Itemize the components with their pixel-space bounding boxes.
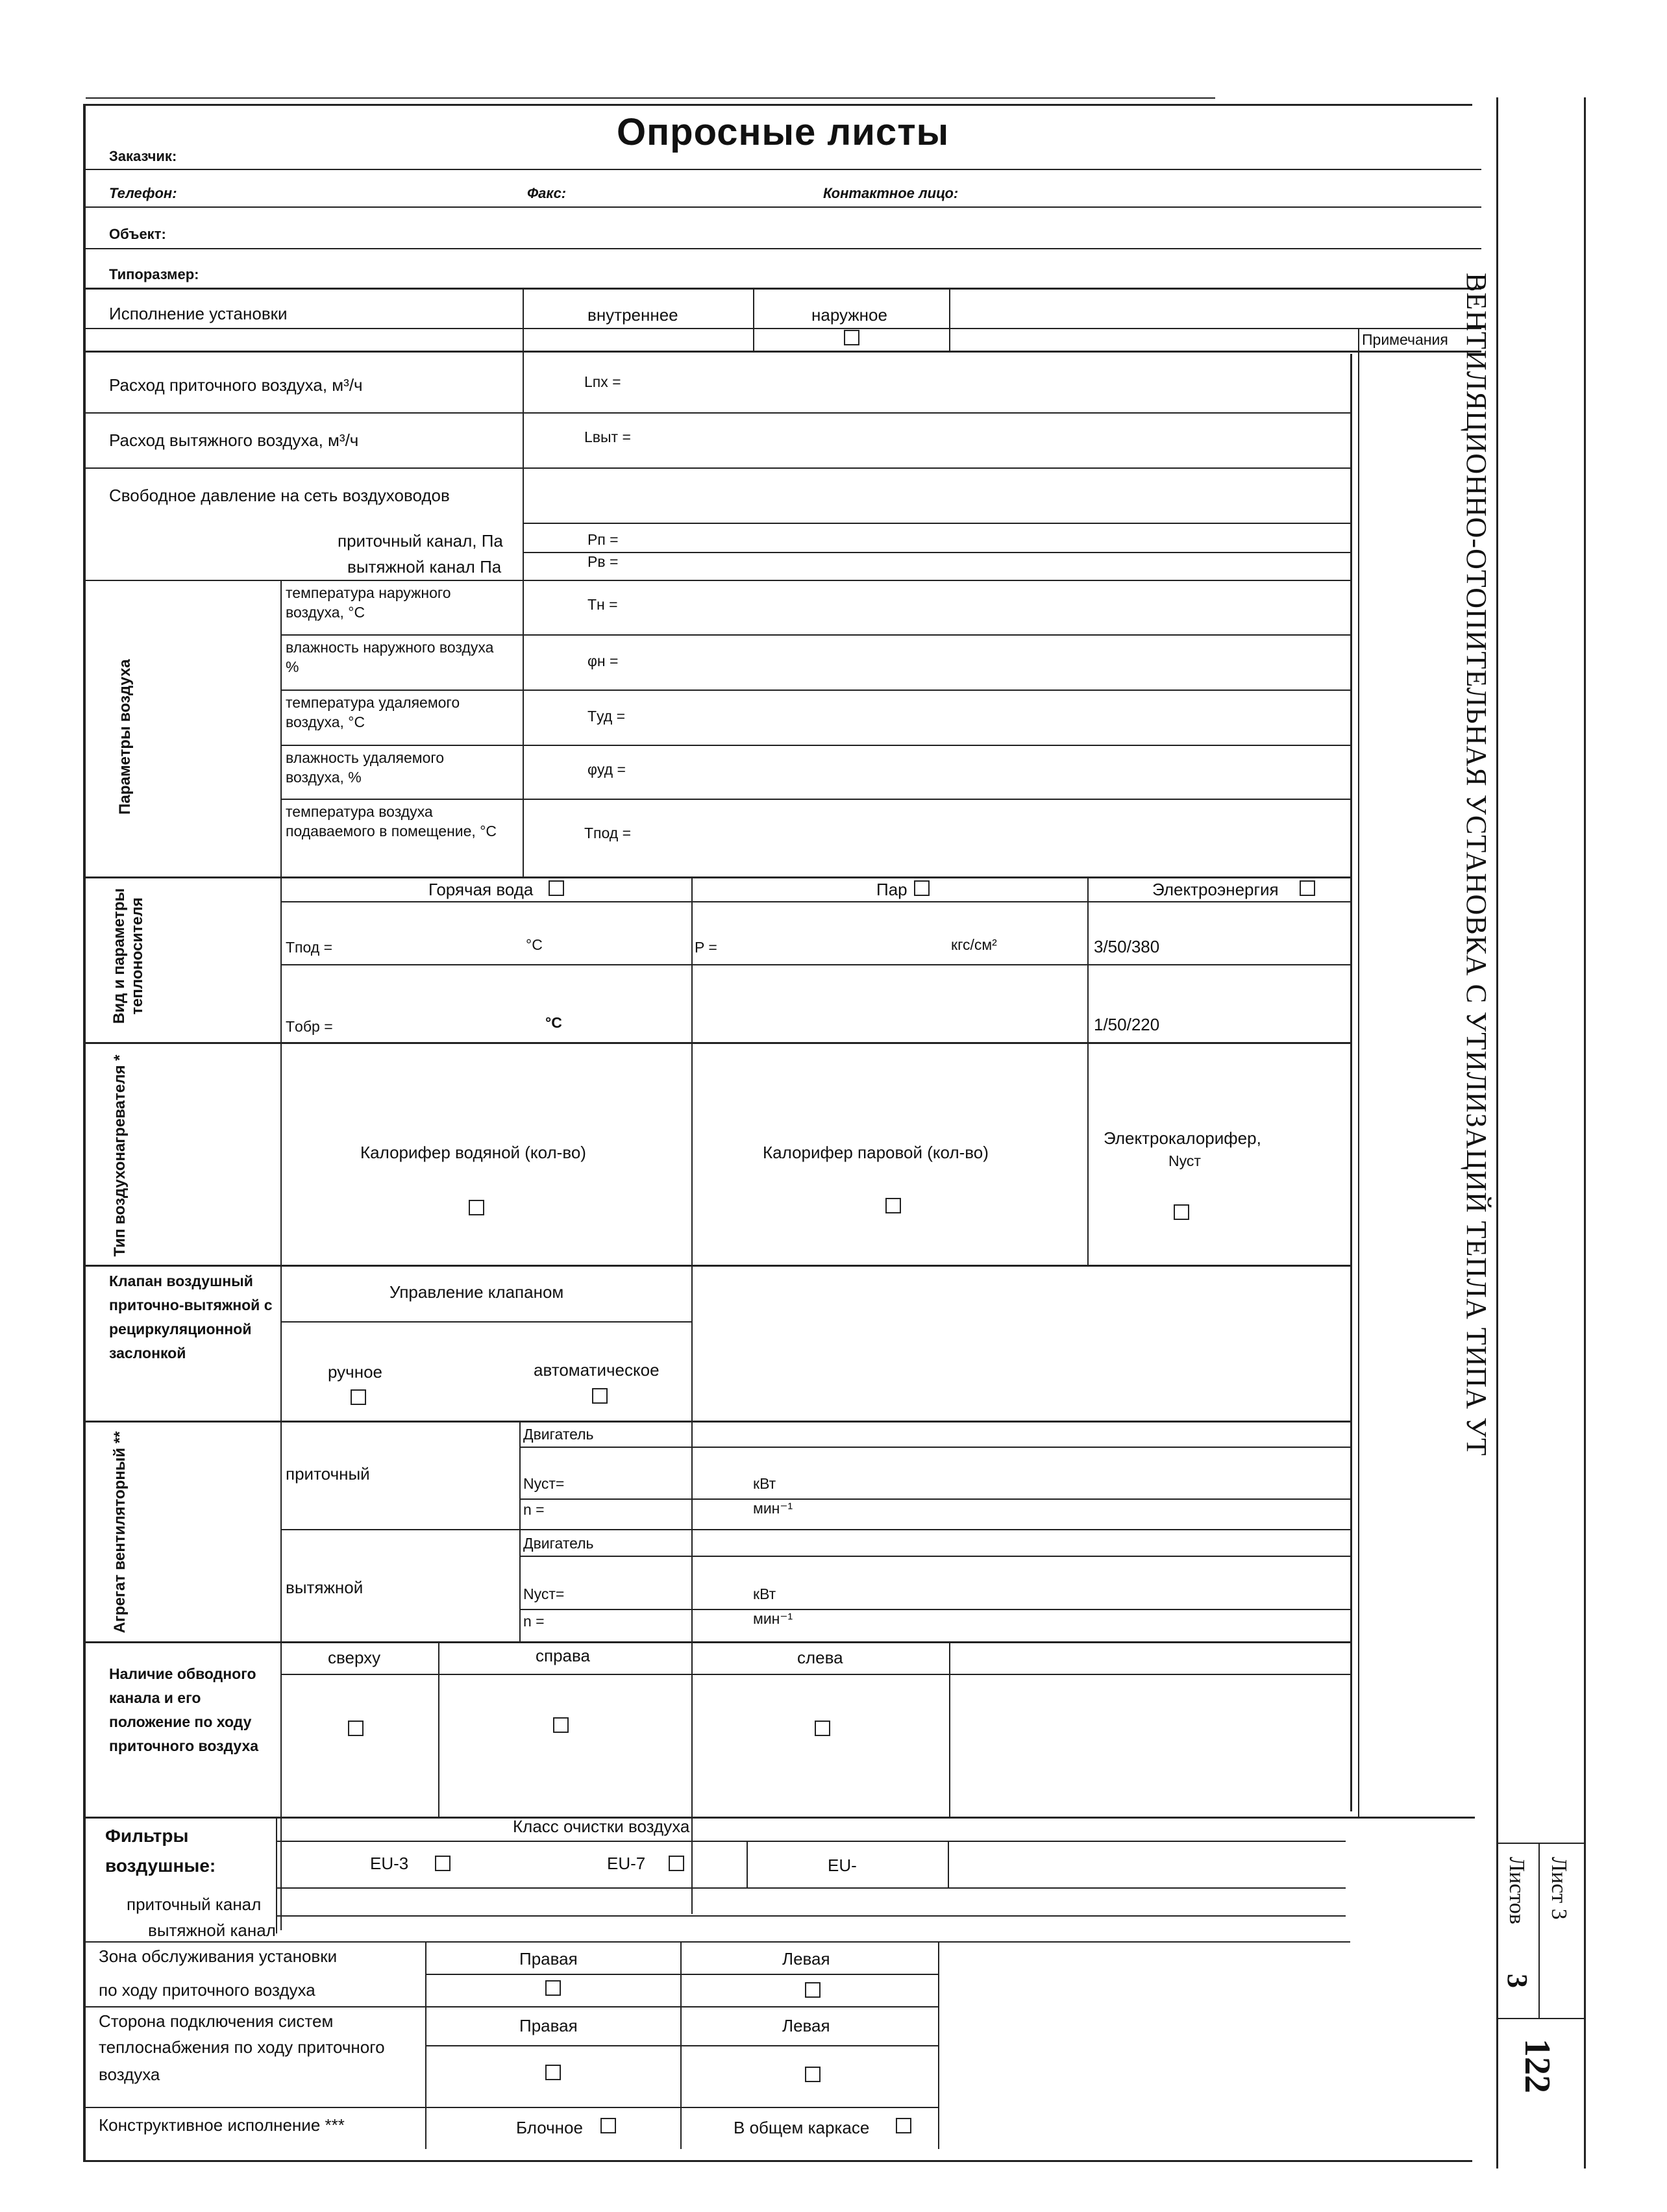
electric-heater-sub: Nуст: [1168, 1152, 1201, 1169]
air-param-1-symbol: Tн =: [587, 596, 618, 613]
phone-line: [86, 206, 1481, 208]
fan-exhaust-n-line: [519, 1609, 1350, 1610]
bypass-group-label: Наличие обводного канала и его положение по ходу приточного воздуха: [109, 1665, 259, 1754]
notes-header: Примечания: [1362, 331, 1448, 348]
bypass-left-checkbox[interactable]: [815, 1721, 830, 1736]
service-zone-label-1: Зона обслуживания установки: [99, 1946, 338, 1966]
steam-heater-checkbox[interactable]: [885, 1198, 901, 1213]
valve-group-label: Клапан воздушный приточно-вытяжной с рециркуляционной заслонкой: [109, 1273, 273, 1361]
bypass-right-checkbox[interactable]: [553, 1717, 569, 1733]
filters-div1: [747, 1841, 748, 1887]
connection-mid-line: [425, 2045, 938, 2046]
bypass-div1: [438, 1641, 439, 1817]
fan-supply-motor: Двигатель: [523, 1426, 594, 1443]
water-heater-label: Калорифер водяной (кол-во): [360, 1143, 586, 1162]
valve-bottom-line: [86, 1421, 1352, 1423]
electricity-label: Электроэнергия: [1152, 880, 1279, 899]
filter-eu7-checkbox[interactable]: [669, 1856, 684, 1871]
customer-line: [86, 169, 1481, 170]
install-div1: [523, 288, 524, 353]
heat-carrier-bottom-line: [86, 1042, 1352, 1044]
size-line: [86, 288, 1481, 290]
filter-eu3-label: EU-3: [370, 1854, 409, 1873]
connection-label-1: Сторона подключения систем: [99, 2011, 334, 2031]
connection-left: Левая: [782, 2016, 830, 2035]
size-label: Типоразмер:: [109, 266, 199, 282]
air-param-4-label: влажность удаляемого воздуха, %: [286, 749, 445, 786]
heat-carrier-div1: [691, 876, 693, 1914]
service-zone-left-checkbox[interactable]: [805, 1982, 821, 1998]
electric-heater-label: Электрокалорифер,: [1104, 1128, 1261, 1148]
heater-group-label: Тип воздухонагревателя *: [111, 1054, 129, 1257]
exhaust-airflow-label: Расход вытяжного воздуха, м³/ч: [109, 430, 359, 450]
pressure-line: [523, 523, 1350, 524]
heat-carrier-div2: [1087, 876, 1089, 1266]
filters-eu-line: [276, 1887, 1346, 1889]
install-div3: [949, 288, 950, 353]
top-rule: [86, 97, 1215, 99]
water-heater-checkbox[interactable]: [469, 1200, 484, 1215]
object-label: Объект:: [109, 226, 166, 242]
object-line: [86, 248, 1481, 249]
voltage-380: 3/50/380: [1094, 937, 1160, 956]
notes-vline-2: [1350, 354, 1352, 1811]
hot-water-checkbox[interactable]: [549, 880, 564, 896]
supply-airflow-label: Расход приточного воздуха, м³/ч: [109, 375, 363, 395]
supply-channel-label: приточный канал, Па: [338, 531, 503, 551]
service-zone-right-checkbox[interactable]: [545, 1980, 561, 1996]
fan-supply-n: Nуст=: [523, 1475, 565, 1492]
construction-frame-checkbox[interactable]: [896, 2118, 911, 2133]
connection-label-3: воздуха: [99, 2065, 160, 2084]
contact-label: Контактное лицо:: [823, 185, 959, 201]
voltage-220: 1/50/220: [1094, 1015, 1160, 1034]
fan-supply-rpm-unit: мин⁻¹: [753, 1500, 793, 1517]
construction-block: Блочное: [516, 2118, 583, 2137]
filters-class-label: Класс очистки воздуха: [513, 1817, 690, 1836]
symbol-col-line: [523, 351, 524, 876]
air-param-2-symbol: φн =: [587, 652, 619, 669]
bypass-div3: [949, 1641, 950, 1817]
airflow-line2: [86, 467, 1352, 469]
zone-div2: [938, 1941, 939, 2149]
fan-supply-kw: кВт: [753, 1475, 776, 1492]
install-bottom-line: [86, 351, 1481, 353]
steam-heater-label: Калорифер паровой (кол-во): [763, 1143, 989, 1162]
airflow-line1: [86, 412, 1352, 414]
install-external-checkbox[interactable]: [844, 330, 859, 345]
fan-group-label: Агрегат вентиляторный **: [111, 1431, 129, 1634]
bypass-left-label: слева: [797, 1648, 843, 1667]
filter-eu-label: EU-: [828, 1856, 857, 1875]
air-param-line4: [280, 799, 1350, 800]
install-label: Исполнение установки: [109, 304, 288, 323]
fan-supply-rpm: n =: [523, 1501, 545, 1518]
connection-bottom-line: [86, 2107, 938, 2108]
valve-header-line: [280, 1321, 691, 1323]
air-param-1-label: температура наружного воздуха, °С: [286, 584, 451, 621]
t-supply-unit: °С: [526, 936, 543, 953]
air-param-5-label: температура воздуха подаваемого в помещение, °С: [286, 803, 497, 839]
fan-exhaust-rpm: n =: [523, 1613, 545, 1630]
filters-group-label: Фильтры воздушные:: [105, 1826, 216, 1876]
air-params-group-label: Параметры воздуха: [116, 659, 134, 815]
electric-heater-checkbox[interactable]: [1174, 1204, 1189, 1220]
valve-manual-checkbox[interactable]: [351, 1389, 366, 1405]
exhaust-channel-label: вытяжной канал Па: [347, 557, 502, 577]
air-param-line1: [280, 634, 1350, 636]
valve-automatic-label: автоматическое: [534, 1360, 660, 1380]
air-param-line2: [280, 690, 1350, 691]
customer-label: Заказчик:: [109, 148, 177, 164]
filters-class-line: [276, 1841, 1346, 1842]
pressure-unit: кгс/см²: [951, 936, 997, 953]
bypass-right-label: справа: [536, 1646, 590, 1665]
t-return-unit: °С: [545, 1014, 562, 1031]
side-frame-line-2: [1584, 97, 1586, 2169]
filters-bottom-line: [86, 1941, 1350, 1943]
supply-channel-line: [523, 552, 1350, 553]
phone-label: Телефон:: [109, 185, 177, 201]
pressure-symbol: P =: [695, 939, 717, 956]
fan-exhaust-rpm-unit: мин⁻¹: [753, 1610, 793, 1627]
exhaust-channel-symbol: Pв =: [587, 553, 619, 570]
air-param-5-symbol: Tпод =: [584, 825, 632, 841]
steam-label: Пар: [876, 880, 908, 899]
install-mid-line: [86, 328, 1481, 329]
zone-mid-line: [425, 1974, 938, 1975]
pressure-bottom-line: [86, 580, 1352, 581]
fan-supply-label: приточный: [286, 1464, 370, 1484]
stamp-top-line: [1496, 1843, 1584, 1844]
air-param-4-symbol: φуд =: [587, 761, 626, 778]
stamp-mid-vline: [1538, 1843, 1540, 2018]
bypass-top-checkbox[interactable]: [348, 1721, 364, 1736]
filters-div2: [948, 1841, 949, 1887]
service-zone-label-2: по ходу приточного воздуха: [99, 1980, 315, 2000]
construction-label: Конструктивное исполнение ***: [99, 2115, 345, 2135]
stamp-sheets-label: Листов: [1505, 1857, 1529, 1924]
connection-label-2: теплоснабжения по ходу приточного: [99, 2037, 385, 2057]
valve-control-label: Управление клапаном: [389, 1282, 564, 1302]
fan-bottom-line: [86, 1641, 1352, 1643]
heat-carrier-header-line: [280, 901, 1350, 902]
steam-checkbox[interactable]: [914, 880, 930, 896]
construction-frame: В общем каркасе: [734, 2118, 870, 2137]
notes-vline: [1358, 328, 1359, 1818]
exhaust-airflow-symbol: Lвыт =: [584, 429, 631, 445]
stamp-mid-line: [1496, 2018, 1584, 2019]
bypass-top-label: сверху: [328, 1648, 381, 1667]
install-external: наружное: [811, 305, 887, 325]
t-supply-symbol: Tпод =: [286, 939, 333, 956]
filters-supply-line: [276, 1915, 1346, 1917]
air-param-3-label: температура удаляемого воздуха, °С: [286, 694, 460, 730]
air-param-2-label: влажность наружного воздуха %: [286, 639, 494, 675]
fan-exhaust-n: Nуст=: [523, 1585, 565, 1602]
zone-bottom-line: [86, 2006, 938, 2007]
fan-exhaust-kw: кВт: [753, 1585, 776, 1602]
filter-supply-channel: приточный канал: [127, 1895, 262, 1914]
side-frame-line-1: [1496, 97, 1498, 2169]
fan-exhaust-motor: Двигатель: [523, 1535, 594, 1552]
connection-right-checkbox[interactable]: [545, 2065, 561, 2080]
valve-automatic-checkbox[interactable]: [592, 1388, 608, 1404]
connection-right: Правая: [519, 2016, 578, 2035]
valve-manual-label: ручное: [328, 1362, 382, 1382]
construction-block-checkbox[interactable]: [600, 2118, 616, 2133]
page-title: Опросные листы: [617, 111, 950, 153]
stamp-sheets-value: 3: [1501, 1974, 1533, 1988]
fan-supply-n-line: [519, 1498, 1350, 1500]
heat-carrier-group-label: Вид и параметры теплоносителя: [110, 888, 146, 1024]
supply-airflow-symbol: Lпх =: [584, 373, 621, 390]
connection-left-checkbox[interactable]: [805, 2067, 821, 2082]
heat-carrier-mid-line: [280, 964, 1350, 965]
filter-exhaust-channel: вытяжной канал: [148, 1920, 276, 1940]
stamp-sheet: Лист 3: [1547, 1857, 1571, 1920]
air-params-bottom-line: [86, 876, 1352, 878]
fax-label: Факс:: [527, 185, 567, 201]
fan-exhaust-label: вытяжной: [286, 1578, 364, 1597]
heater-bottom-line: [86, 1265, 1352, 1267]
hot-water-label: Горячая вода: [428, 880, 534, 899]
filter-eu7-label: EU-7: [607, 1854, 646, 1873]
air-param-line3: [280, 745, 1350, 746]
bypass-bottom-line: [86, 1817, 1475, 1819]
install-internal: внутреннее: [587, 305, 678, 325]
install-div2: [753, 288, 754, 353]
fan-exhaust-motor-line: [519, 1556, 1350, 1557]
supply-channel-symbol: Pп =: [587, 531, 619, 548]
filter-eu3-checkbox[interactable]: [435, 1856, 451, 1871]
pressure-label: Свободное давление на сеть воздуховодов: [109, 486, 450, 505]
fan-motor-col-line: [519, 1421, 521, 1641]
electricity-checkbox[interactable]: [1300, 880, 1315, 896]
fan-mid-line: [280, 1529, 1350, 1530]
side-title: ВЕНТИЛЯЦИОННО-ОТОПИТЕЛЬНАЯ УСТАНОВКА С УТИЛИЗАЦИЙ ТЕПЛА ТИПА УТ: [1461, 273, 1492, 1456]
t-return-symbol: Tобр =: [286, 1018, 333, 1035]
service-zone-right: Правая: [519, 1949, 578, 1969]
stamp-page: 122: [1517, 2039, 1557, 2093]
service-zone-left: Левая: [782, 1949, 830, 1969]
fan-supply-motor-line: [519, 1447, 1350, 1448]
air-param-3-symbol: Tуд =: [587, 708, 626, 725]
bypass-header-line: [280, 1674, 1350, 1675]
